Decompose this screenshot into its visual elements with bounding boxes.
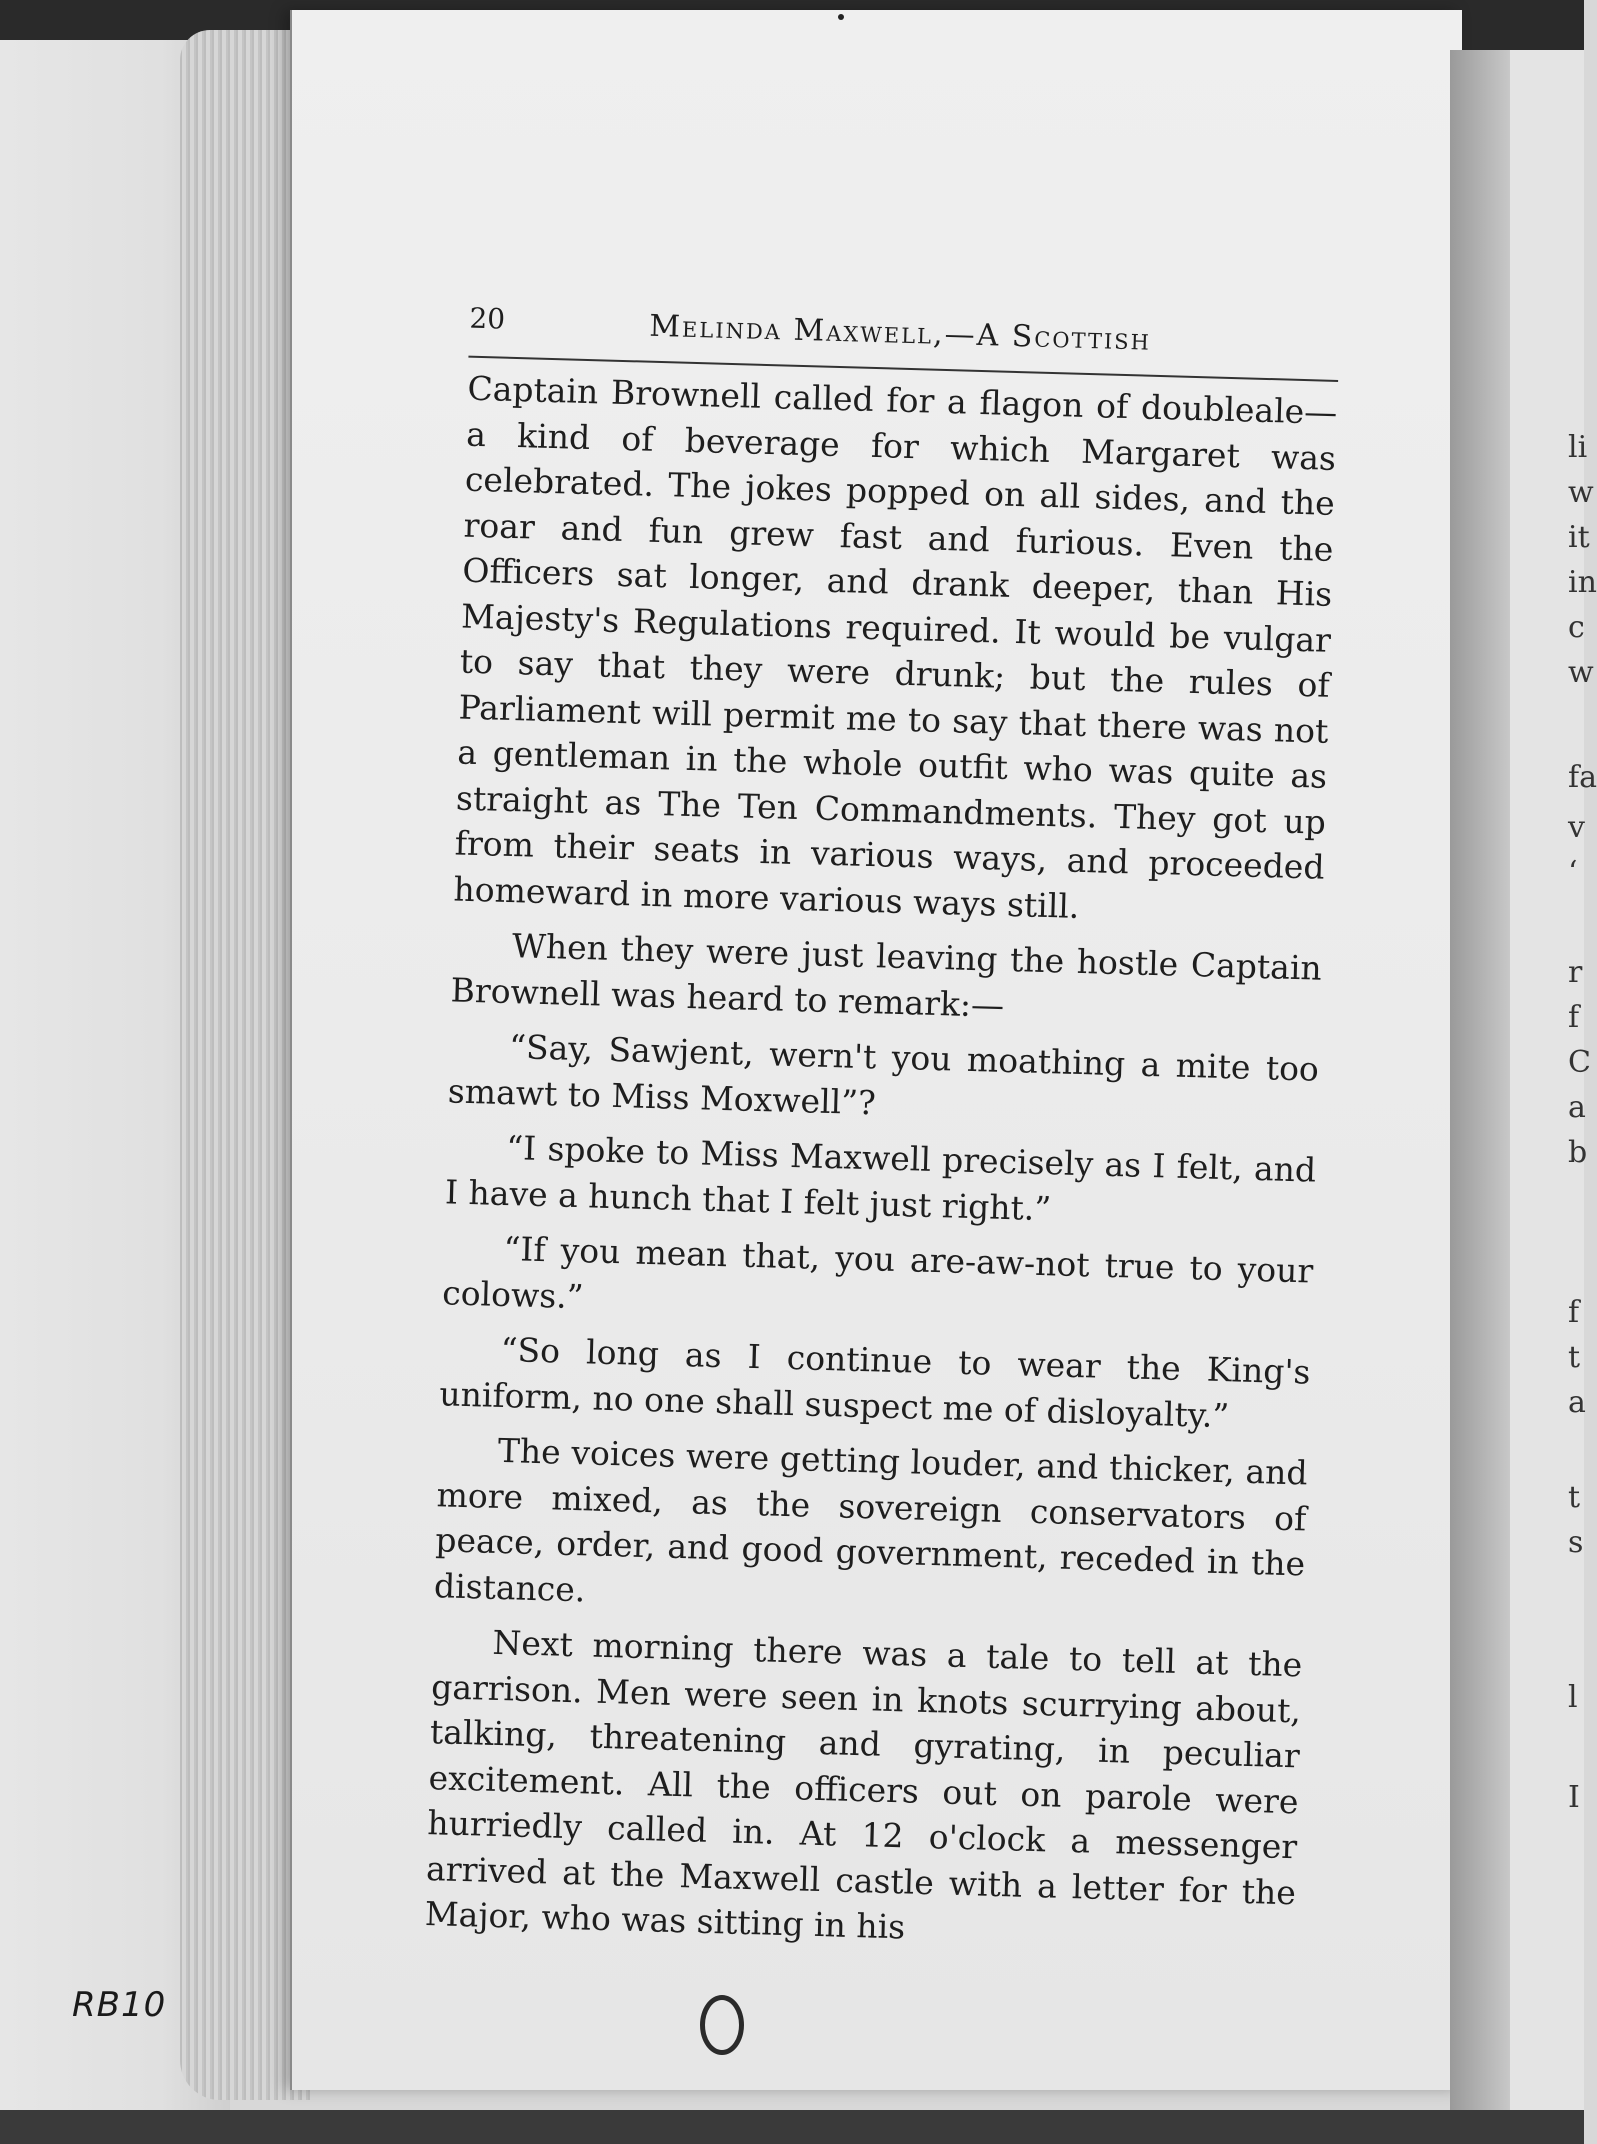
facing-page-fragment: v: [1568, 810, 1585, 845]
facing-page-fragment: c: [1568, 610, 1585, 645]
scan-bottom-border: [0, 2110, 1584, 2144]
facing-page-fragment: t: [1568, 1480, 1581, 1515]
facing-page-fragment: t: [1568, 1340, 1581, 1375]
facing-page-fragment: I: [1568, 1780, 1580, 1815]
gutter-shadow: [1450, 50, 1510, 2120]
facing-page-fragment: C: [1568, 1045, 1591, 1080]
facing-page-fragment: fa: [1568, 760, 1597, 795]
facing-page-fragment: b: [1568, 1135, 1588, 1170]
bottom-mark: [700, 1995, 744, 2055]
paragraph: When they were just leaving the hostle Captain Brownell was heard to remark:—: [450, 926, 1323, 1025]
facing-page-fragment: it: [1568, 520, 1590, 555]
facing-page-fragment: a: [1568, 1385, 1586, 1420]
facing-page-fragment: s: [1568, 1525, 1584, 1560]
paragraph: “Say, Sawjent, wern't you moathing a mite too smawt to Miss Moxwell”?: [447, 1027, 1320, 1122]
paragraph: Next morning there was a tale to tell at the garrison. Men were seen in knots scurrying about, talking, threatening and gyrating, in peculiar excitement. All the officers out on parole were hurriedly called in. At 12 o'clock a messenger arrived at the Maxwell castle with a letter for the Major, who was sitting in his: [424, 1622, 1303, 1947]
page-number: 20: [469, 301, 506, 336]
facing-page-fragment: li: [1568, 430, 1588, 465]
paragraph: “I spoke to Miss Maxwell precisely as I felt, and I have a hunch that I felt just right.”: [444, 1128, 1317, 1228]
facing-page-fragment: f: [1568, 1295, 1580, 1330]
facing-page-fragment: r: [1568, 955, 1583, 990]
facing-page-fragment: l: [1568, 1680, 1578, 1715]
paragraph: “If you mean that, you are-aw-not true to your colows.”: [441, 1228, 1314, 1316]
facing-page-fragment: in: [1568, 565, 1597, 600]
body-text: [424, 366, 1338, 1961]
facing-page-fragment: ‘: [1568, 855, 1578, 890]
margin-note: RB10: [72, 1985, 167, 2025]
paragraph: The voices were getting louder, and thicker, and more mixed, as the sovereign conservators of peace, order, and good government, receded in the distance.: [433, 1430, 1309, 1609]
paragraph: Captain Brownell called for a flagon of doubleale—a kind of beverage for which Margaret was celebrated. The jokes popped on all sides, and the roar and fun grew fast and furious. Even the Officers sat longer, and drank deeper, than His Majesty's Regulations required. It would be vulgar to say that they were drunk; but the rules of Parliament will permit me to say that there was not a gentleman in the whole outfit who was quite as straight as The Ten Commandments. They got up from their seats in various ways, and proceeded homeward in more various ways still.: [453, 368, 1338, 926]
facing-page-fragment: a: [1568, 1090, 1586, 1125]
page-content: [364, 300, 1340, 1971]
scan-speck: [838, 14, 844, 20]
facing-page-fragment: w: [1568, 655, 1594, 690]
facing-page-fragment: w: [1568, 475, 1594, 510]
facing-page-fragment: f: [1568, 1000, 1580, 1035]
paragraph: “So long as I continue to wear the King's uniform, no one shall suspect me of disloyalty.”: [438, 1329, 1311, 1435]
running-head: Melinda Maxwell,—A Scottish: [648, 308, 1152, 358]
